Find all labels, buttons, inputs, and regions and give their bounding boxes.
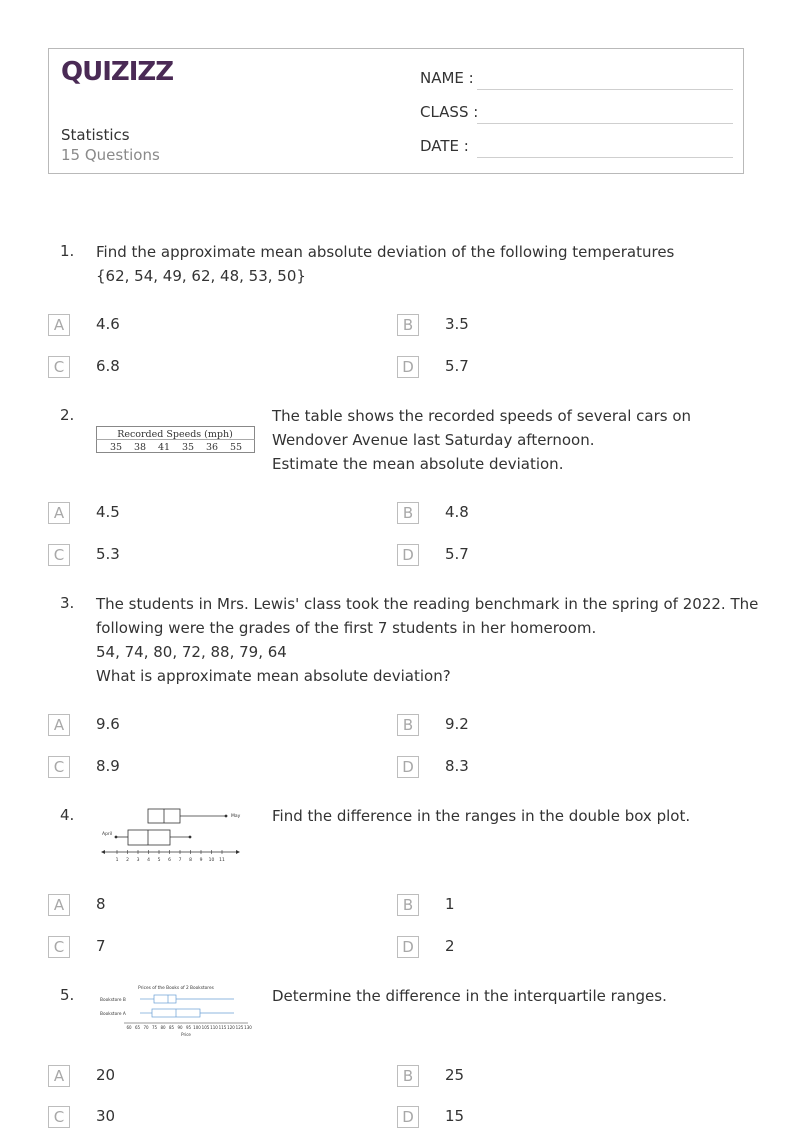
question-line: Wendover Avenue last Saturday afternoon. [272, 431, 595, 449]
double-box-plot-figure [98, 804, 243, 866]
tick-label: 8 [189, 858, 192, 863]
option-text: 5.3 [96, 545, 120, 563]
tick-label: 85 [168, 1025, 175, 1030]
question-number: 1. [60, 242, 75, 260]
option-letter[interactable]: C [48, 936, 70, 958]
date-line [477, 157, 733, 158]
series-label: May [231, 814, 241, 819]
option-text: 8.9 [96, 757, 120, 775]
data-point [189, 836, 192, 839]
option-letter[interactable]: A [48, 1065, 70, 1087]
question-line: Estimate the mean absolute deviation. [272, 455, 564, 473]
series-label: April [102, 832, 113, 837]
question-line: following were the grades of the first 7 students in her homeroom. [96, 619, 597, 637]
option-text: 30 [96, 1107, 116, 1125]
option-letter[interactable]: C [48, 1106, 70, 1128]
table-value: 55 [229, 442, 243, 453]
option-letter[interactable]: A [48, 314, 70, 336]
option-text: 25 [445, 1066, 465, 1084]
question-line: Determine the difference in the interquartile ranges. [272, 987, 667, 1005]
option-text: 4.6 [96, 315, 120, 333]
data-point [225, 815, 228, 818]
option-text: 4.8 [445, 503, 469, 521]
tick-label: 130 [244, 1025, 252, 1030]
name-label: NAME : [420, 69, 474, 87]
question-text [272, 404, 691, 476]
tick-label: 6 [168, 858, 171, 863]
question-number: 3. [60, 594, 75, 612]
question-number: 5. [60, 986, 75, 1004]
bookstore-box-plot-figure [98, 983, 253, 1039]
option-text: 6.8 [96, 357, 120, 375]
option-text: 3.5 [445, 315, 469, 333]
tick-label: 120 [227, 1025, 235, 1030]
table-caption: Recorded Speeds (mph) [117, 429, 233, 440]
question-line: 54, 74, 80, 72, 88, 79, 64 [96, 643, 287, 661]
question-text [272, 804, 690, 828]
box [154, 995, 176, 1003]
tick-label: 105 [201, 1025, 210, 1030]
option-text: 5.7 [445, 545, 469, 563]
tick-label: 11 [219, 858, 225, 863]
option-letter[interactable]: C [48, 544, 70, 566]
tick-label: 125 [235, 1025, 244, 1030]
question-text [96, 240, 674, 288]
tick-label: 7 [178, 858, 182, 863]
option-letter[interactable]: C [48, 356, 70, 378]
tick-label: 75 [151, 1025, 158, 1030]
option-text: 20 [96, 1066, 116, 1084]
table-value: 35 [181, 442, 195, 453]
option-letter[interactable]: C [48, 756, 70, 778]
option-text: 8.3 [445, 757, 469, 775]
question-line: Find the difference in the ranges in the double box plot. [272, 807, 691, 825]
option-letter[interactable]: D [397, 1106, 419, 1128]
option-text: 8 [96, 895, 106, 913]
option-letter[interactable]: D [397, 544, 419, 566]
option-text: 1 [445, 895, 455, 913]
arrow-left [101, 850, 105, 854]
option-text: 7 [96, 937, 106, 955]
option-letter[interactable]: D [397, 356, 419, 378]
question-count: 15 Questions [61, 146, 160, 164]
tick-label: 5 [157, 858, 161, 863]
option-letter[interactable]: B [397, 314, 419, 336]
tick-label: 4 [147, 858, 150, 863]
tick-label: 110 [210, 1025, 218, 1030]
question-line: Find the approximate mean absolute deviation of the following temperatures [96, 243, 675, 261]
axis-label: Price [181, 1032, 191, 1037]
table-value: 36 [205, 442, 219, 453]
question-line: {62, 54, 49, 62, 48, 53, 50} [96, 267, 306, 285]
tick-label: 80 [160, 1025, 166, 1030]
name-line [477, 89, 733, 90]
speeds-table-figure [96, 424, 256, 456]
tick-label: 100 [193, 1025, 201, 1030]
question-number: 2. [60, 406, 75, 424]
tick-label: 70 [143, 1025, 149, 1030]
tick-label: 95 [185, 1025, 192, 1030]
option-text: 2 [445, 937, 455, 955]
option-letter[interactable]: B [397, 1065, 419, 1087]
data-point [115, 836, 118, 839]
question-number: 4. [60, 806, 75, 824]
tick-label: 2 [126, 858, 129, 863]
table-value: 38 [133, 442, 147, 453]
question-line: The students in Mrs. Lewis' class took the reading benchmark in the spring of 2022. The [96, 595, 759, 613]
tick-label: 65 [134, 1025, 141, 1030]
table-value: 41 [157, 442, 171, 453]
tick-label: 1 [115, 858, 119, 863]
option-text: 5.7 [445, 357, 469, 375]
class-label: CLASS : [420, 103, 479, 121]
option-letter[interactable]: B [397, 502, 419, 524]
option-letter[interactable]: A [48, 894, 70, 916]
option-letter[interactable]: B [397, 894, 419, 916]
class-line [477, 123, 733, 124]
figure-title: Prices of the Books of 2 Bookstores [138, 986, 214, 991]
table-value: 35 [109, 442, 123, 453]
question-text [272, 984, 667, 1008]
option-text: 15 [445, 1107, 465, 1125]
arrow-right [236, 850, 240, 854]
tick-label: 10 [208, 858, 215, 863]
series-label: Bookstore B [100, 998, 126, 1003]
option-letter[interactable]: B [397, 714, 419, 736]
option-letter[interactable]: A [48, 502, 70, 524]
option-letter[interactable]: D [397, 936, 419, 958]
box [128, 830, 170, 845]
tick-label: 60 [126, 1025, 132, 1030]
date-label: DATE : [420, 137, 469, 155]
worksheet-header [48, 48, 744, 174]
tick-label: 9 [199, 858, 203, 863]
tick-label: 3 [136, 858, 140, 863]
quizizz-logo: QUIZIZZ [61, 57, 174, 87]
tick-label: 115 [218, 1025, 227, 1030]
option-letter[interactable]: D [397, 756, 419, 778]
question-line: The table shows the recorded speeds of several cars on [272, 407, 692, 425]
worksheet-title: Statistics [61, 126, 130, 144]
series-label: Bookstore A [100, 1012, 126, 1017]
option-text: 4.5 [96, 503, 120, 521]
question-text [96, 592, 758, 688]
option-letter[interactable]: A [48, 714, 70, 736]
option-text: 9.2 [445, 715, 469, 733]
question-line: What is approximate mean absolute deviation? [96, 667, 451, 685]
tick-label: 90 [177, 1025, 183, 1030]
option-text: 9.6 [96, 715, 120, 733]
